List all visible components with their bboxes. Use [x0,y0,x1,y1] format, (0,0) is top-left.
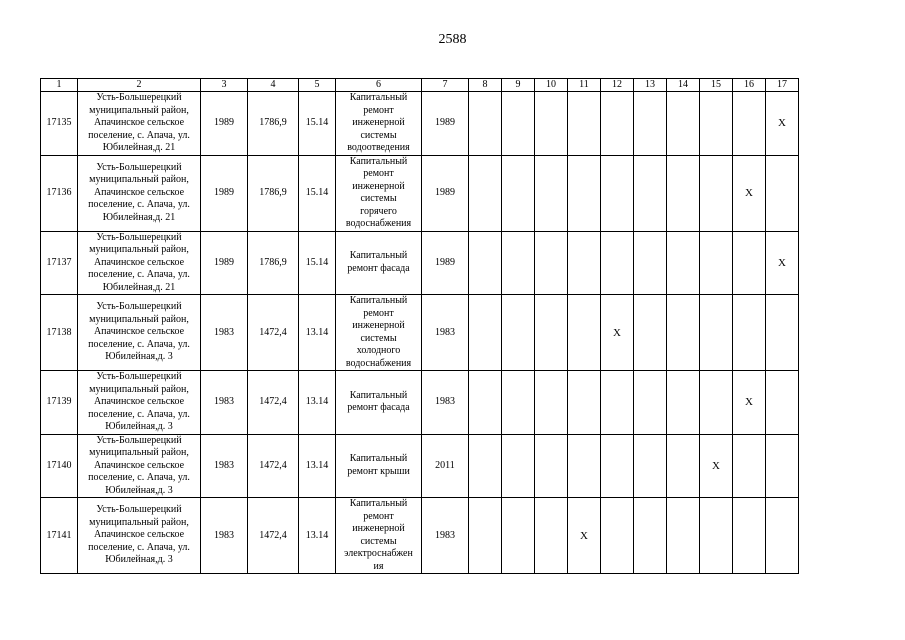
total-area: 1786,9 [248,231,299,295]
mark-cell-col-9 [502,295,535,371]
address-cell [78,231,201,295]
work-type-cell-line: водоснабжения [345,218,412,229]
work-type-cell-line: Капитальный [349,453,408,465]
mark-cell-col-14 [667,295,700,371]
mark-cell-col-11: X [568,498,601,574]
mark-cell-col-8 [469,498,502,574]
address-cell-line: муниципальный район, [89,104,189,116]
mark-cell-col-11 [568,295,601,371]
mark-cell-col-8 [469,92,502,156]
address-cell-line: Апачинское сельское [93,396,185,407]
mark-cell-col-11 [568,92,601,156]
address-cell-line: Усть-Большерецкий [96,434,182,446]
work-type-cell-line: ремонт фасада [347,262,410,274]
total-area: 1472,4 [248,295,299,371]
work-type-cell-line: электроснабжен [344,548,413,559]
mark-cell-col-11 [568,434,601,498]
code-cell: 15.14 [299,155,336,231]
mark-cell-col-15 [700,295,733,371]
mark-cell-col-9 [502,498,535,574]
column-header-12: 12 [601,79,634,92]
address-cell-line: Юбилейная,д. 21 [102,211,176,223]
address-cell-line: Усть-Большерецкий [96,92,182,103]
mark-cell-col-14 [667,155,700,231]
column-header-14: 14 [667,79,700,92]
mark-cell-col-10 [535,371,568,435]
plan-year: 1983 [422,295,469,371]
address-cell-line: поселение, с. Апача, ул. [88,129,190,141]
record-number: 17137 [41,231,78,295]
column-number-row [41,79,799,92]
mark-cell-col-11 [568,155,601,231]
address-cell-line: муниципальный район, [89,447,189,458]
address-cell [78,155,201,231]
address-cell-line: поселение, с. Апача, ул. [88,199,190,211]
code-cell: 13.14 [299,434,336,498]
mark-cell-col-9 [502,371,535,435]
build-year: 1989 [201,92,248,156]
build-year: 1983 [201,434,248,498]
mark-cell-col-13 [634,231,667,295]
address-cell [78,371,201,435]
mark-cell-col-13 [634,498,667,574]
address-cell-line: муниципальный район, [89,244,189,255]
table-row [41,92,799,156]
address-cell-line: Апачинское сельское [93,186,185,198]
build-year: 1983 [201,371,248,435]
mark-cell-col-8 [469,155,502,231]
mark-cell-col-12 [601,231,634,295]
mark-cell-col-10 [535,231,568,295]
column-header-2: 2 [78,79,201,92]
mark-cell-col-13 [634,155,667,231]
address-cell-line: Апачинское сельское [93,326,185,338]
code-cell: 13.14 [299,498,336,574]
mark-cell-col-8 [469,231,502,295]
mark-cell-col-10 [535,498,568,574]
record-number: 17140 [41,434,78,498]
record-number: 17139 [41,371,78,435]
address-cell [78,92,201,156]
total-area: 1786,9 [248,92,299,156]
column-header-4: 4 [248,79,299,92]
column-header-10: 10 [535,79,568,92]
mark-cell-col-10 [535,434,568,498]
code-cell: 13.14 [299,295,336,371]
column-header-15: 15 [700,79,733,92]
work-type-cell-line: ремонт [363,168,394,179]
mark-cell-col-16 [733,295,766,371]
work-type-cell-line: водоотведения [347,142,410,153]
record-number: 17138 [41,295,78,371]
column-header-3: 3 [201,79,248,92]
address-cell-line: Юбилейная,д. 3 [105,554,173,566]
address-cell-line: Юбилейная,д. 3 [105,351,173,363]
mark-cell-col-17 [766,155,799,231]
work-type-cell-line: инженерной [352,180,405,192]
address-cell [78,498,201,574]
mark-cell-col-13 [634,295,667,371]
work-type-cell-line: системы [360,332,397,344]
mark-cell-col-15 [700,155,733,231]
column-header-9: 9 [502,79,535,92]
table-row [41,498,799,574]
page-number: 2588 [438,32,467,47]
address-cell [78,434,201,498]
work-type-cell-line: ремонт фасада [347,402,410,414]
mark-cell-col-8 [469,371,502,435]
work-type-cell [336,498,422,574]
mark-cell-col-16 [733,92,766,156]
address-cell [78,295,201,371]
mark-cell-col-14 [667,92,700,156]
table-row [41,295,799,371]
column-header-16: 16 [733,79,766,92]
record-number: 17135 [41,92,78,156]
mark-cell-col-9 [502,92,535,156]
mark-cell-col-16 [733,498,766,574]
mark-cell-col-13 [634,371,667,435]
address-cell-line: Апачинское сельское [93,256,185,268]
address-cell-line: Апачинское сельское [93,117,185,128]
mark-cell-col-12 [601,371,634,435]
address-cell-line: Апачинское сельское [93,529,185,541]
column-header-8: 8 [469,79,502,92]
work-type-cell-line: Капитальный [349,92,408,103]
work-type-cell-line: инженерной [352,523,405,534]
address-cell-line: Юбилейная,д. 21 [102,142,176,153]
mark-cell-col-17 [766,295,799,371]
code-cell: 15.14 [299,92,336,156]
work-type-cell-line: холодного [356,345,401,356]
mark-cell-col-16 [733,231,766,295]
code-cell: 13.14 [299,371,336,435]
build-year: 1983 [201,295,248,371]
work-type-cell-line: Капитальный [349,389,408,401]
mark-cell-col-12 [601,92,634,156]
mark-cell-col-11 [568,371,601,435]
work-type-cell-line: Капитальный [349,155,408,167]
mark-cell-col-8 [469,434,502,498]
mark-cell-col-15 [700,498,733,574]
work-type-cell-line: инженерной [352,320,405,331]
mark-cell-col-15 [700,371,733,435]
mark-cell-col-17: X [766,231,799,295]
mark-cell-col-12 [601,498,634,574]
address-cell-line: Усть-Большерецкий [96,371,182,382]
mark-cell-col-15 [700,92,733,156]
mark-cell-col-14 [667,498,700,574]
work-type-cell [336,92,422,156]
mark-cell-col-11 [568,231,601,295]
column-header-17: 17 [766,79,799,92]
work-type-cell-line: ремонт крыши [347,465,410,477]
address-cell-line: поселение, с. Апача, ул. [88,472,190,483]
mark-cell-col-9 [502,434,535,498]
total-area: 1786,9 [248,155,299,231]
work-type-cell [336,434,422,498]
mark-cell-col-13 [634,92,667,156]
work-type-cell [336,155,422,231]
address-cell-line: поселение, с. Апача, ул. [88,541,190,553]
address-cell-line: Юбилейная,д. 3 [105,421,173,432]
address-cell-line: Усть-Большерецкий [96,161,182,173]
work-type-cell-line: системы [360,193,397,204]
work-type-cell-line: ремонт [363,307,394,319]
work-type-cell [336,371,422,435]
address-cell-line: поселение, с. Апача, ул. [88,269,190,280]
mark-cell-col-14 [667,231,700,295]
work-type-cell-line: Капитальный [349,498,408,509]
work-type-cell-line: системы [360,129,397,141]
work-type-cell [336,295,422,371]
address-cell-line: Апачинское сельское [93,459,185,471]
mark-cell-col-14 [667,434,700,498]
mark-cell-col-12: X [601,295,634,371]
table-row [41,434,799,498]
work-type-cell-line: Капитальный [349,295,408,306]
mark-cell-col-17: X [766,92,799,156]
build-year: 1989 [201,155,248,231]
mark-cell-col-13 [634,434,667,498]
work-type-cell [336,231,422,295]
address-cell-line: муниципальный район, [89,383,189,395]
table-row [41,371,799,435]
mark-cell-col-12 [601,434,634,498]
code-cell: 15.14 [299,231,336,295]
work-type-cell-line: Капитальный [349,250,408,262]
work-type-cell-line: ремонт [363,104,394,116]
mark-cell-col-17 [766,371,799,435]
build-year: 1989 [201,231,248,295]
work-type-cell-line: инженерной [352,117,405,128]
work-type-cell-line: ия [373,560,384,572]
plan-year: 1989 [422,155,469,231]
work-type-cell-line: горячего [360,205,397,217]
record-number: 17141 [41,498,78,574]
build-year: 1983 [201,498,248,574]
table-row [41,231,799,295]
column-header-7: 7 [422,79,469,92]
address-cell-line: муниципальный район, [89,516,189,528]
mark-cell-col-17 [766,498,799,574]
mark-cell-col-10 [535,295,568,371]
column-header-13: 13 [634,79,667,92]
address-cell-line: Усть-Большерецкий [96,231,182,243]
mark-cell-col-14 [667,371,700,435]
record-number: 17136 [41,155,78,231]
plan-year: 2011 [422,434,469,498]
mark-cell-col-16 [733,434,766,498]
total-area: 1472,4 [248,434,299,498]
address-cell-line: Юбилейная,д. 3 [105,484,173,496]
table-row [41,155,799,231]
total-area: 1472,4 [248,498,299,574]
mark-cell-col-12 [601,155,634,231]
mark-cell-col-15 [700,231,733,295]
work-type-cell-line: ремонт [363,510,394,522]
address-cell-line: поселение, с. Апача, ул. [88,408,190,420]
address-cell-line: Усть-Большерецкий [96,504,182,516]
mark-cell-col-15: X [700,434,733,498]
mark-cell-col-8 [469,295,502,371]
total-area: 1472,4 [248,371,299,435]
work-type-cell-line: системы [360,535,397,547]
plan-year: 1983 [422,371,469,435]
address-cell-line: муниципальный район, [89,174,189,186]
column-header-6: 6 [336,79,422,92]
mark-cell-col-10 [535,92,568,156]
address-cell-line: Юбилейная,д. 21 [102,281,176,293]
plan-year: 1983 [422,498,469,574]
column-header-1: 1 [41,79,78,92]
work-type-cell-line: водоснабжения [345,357,412,369]
plan-year: 1989 [422,92,469,156]
column-header-5: 5 [299,79,336,92]
column-header-11: 11 [568,79,601,92]
address-cell-line: поселение, с. Апача, ул. [88,338,190,350]
mark-cell-col-9 [502,231,535,295]
mark-cell-col-17 [766,434,799,498]
mark-cell-col-16: X [733,155,766,231]
mark-cell-col-10 [535,155,568,231]
registry-table [40,78,799,574]
mark-cell-col-9 [502,155,535,231]
mark-cell-col-16: X [733,371,766,435]
plan-year: 1989 [422,231,469,295]
address-cell-line: Усть-Большерецкий [96,301,182,313]
address-cell-line: муниципальный район, [89,313,189,325]
